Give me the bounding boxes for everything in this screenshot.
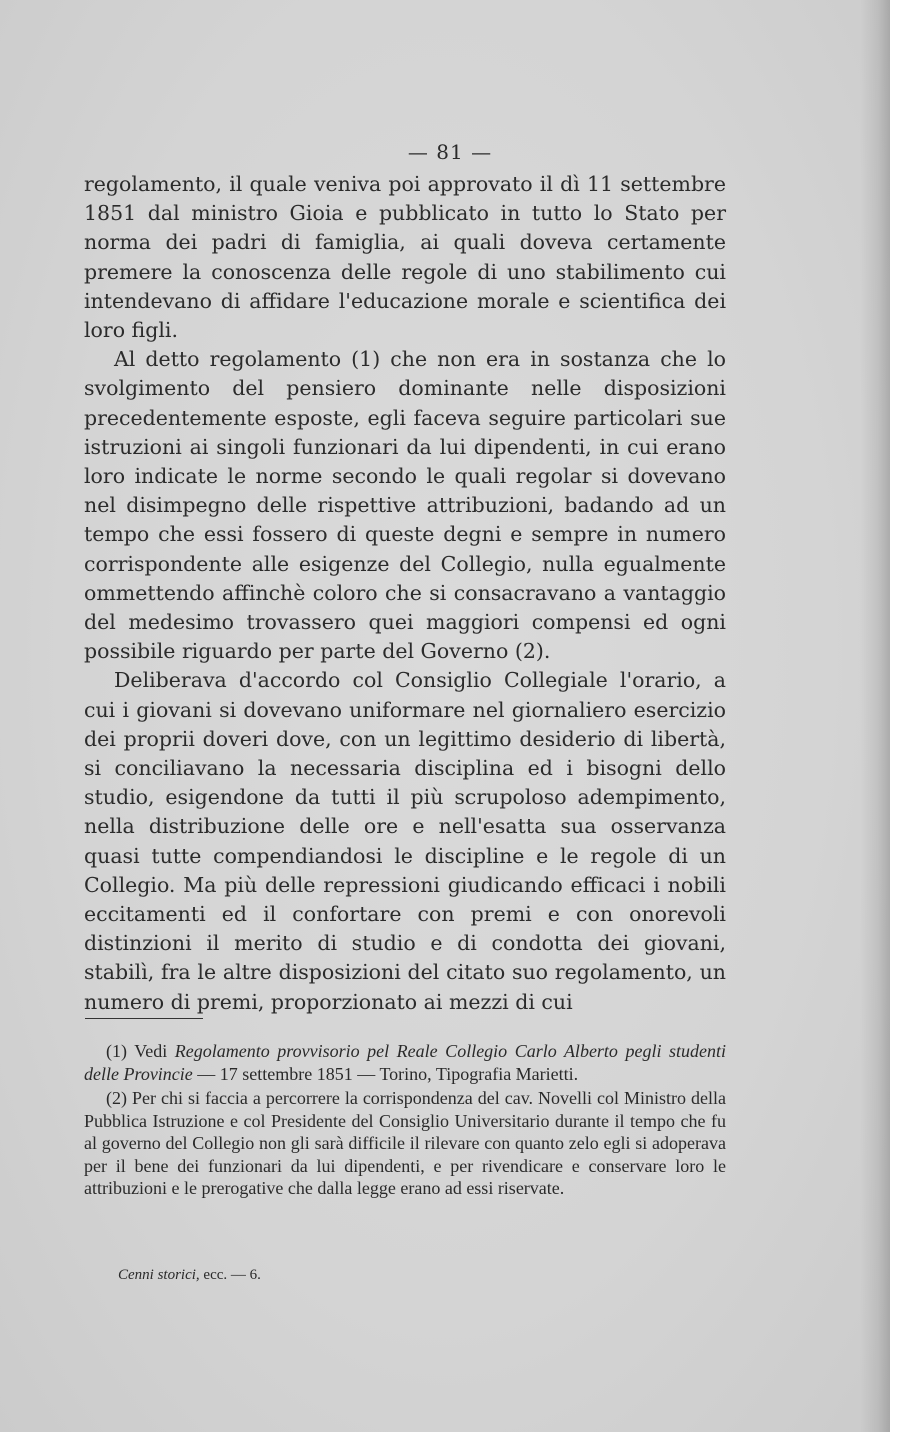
- signature-rest: ecc. — 6.: [203, 1267, 261, 1283]
- page-number: — 81 —: [407, 140, 493, 164]
- footnote-1-title: Regolamento provvisorio pel Reale Collegio Carlo Alberto pegli studenti delle Provincie: [84, 1041, 726, 1084]
- footnote-2-marker: (2): [106, 1088, 127, 1108]
- paragraph-3: Deliberava d'accordo col Consiglio Collegiale l'orario, a cui i giovani si dovevano uniformare nel giornaliero esercizio dei proprii doveri dove, con un legittimo desiderio di libertà, si conciliavano la necessaria disciplina ed i bisogni dello studio, esigendone da tutti il più scrupoloso adempimento, nella distribuzione delle ore e nell'esatta sua osservanza quasi tutte compendiandosi le discipline e le regole di un Collegio. Ma più delle repressioni giudicando efficaci i nobili eccitamenti ed il confortare con premi e con onorevoli distinzioni il merito di studio e di condotta dei giovani, stabilì, fra le altre disposizioni del citato suo regolamento, un numero di premi, proporzionato ai mezzi di cui: [84, 668, 726, 1014]
- footnote-1: [84, 1040, 726, 1085]
- footnote-divider: [85, 1018, 203, 1019]
- footnote-2-text: Per chi si faccia a percorrere la corrispondenza del cav. Novelli col Ministro della Pubblica Istruzione e col Presidente del Consiglio Universitario durante il tempo che fu al governo del Collegio non gli sarà difficile il rilevare con quanto zelo egli si adoperava per il bene dei funzionari da lui dipendenti, e per rivendicare e conservare loro le attribuzioni e le prerogative che dalla legge erano ad essi riservate.: [84, 1088, 727, 1198]
- footnote-2: [84, 1087, 726, 1200]
- footnote-1-rest: — 17 settembre 1851 — Torino, Tipografia Marietti.: [197, 1063, 579, 1084]
- paragraph-2: Al detto regolamento (1) che non era in sostanza che lo svolgimento del pensiero dominante nelle disposizioni precedentemente esposte, egli faceva seguire particolari sue istruzioni ai singoli funzionari da lui dipendenti, in cui erano loro indicate le norme secondo le quali regolar si dovevano nel disimpegno delle rispettive attribuzioni, badando ad un tempo che essi fossero di queste degni e sempre in numero corrispondente alle esigenze del Collegio, nulla egualmente ommettendo affinchè coloro che si consacravano a vantaggio del medesimo trovassero quei maggiori compensi ed ogni possibile riguardo per parte del Governo (2).: [84, 347, 726, 664]
- footnote-1-lead: Vedi: [134, 1041, 168, 1061]
- page-edge-shadow: [860, 0, 890, 1432]
- signature-mark: [118, 1267, 261, 1284]
- footnotes: [84, 1040, 726, 1202]
- footnote-1-marker: (1): [106, 1041, 127, 1061]
- body-text: [84, 170, 726, 1017]
- signature-title: Cenni storici,: [118, 1267, 200, 1283]
- paragraph-1: regolamento, il quale veniva poi approvato il dì 11 settembre 1851 dal ministro Gioia e pubblicato in tutto lo Stato per norma dei padri di famiglia, ai quali doveva certamente premere la conoscenza delle regole di uno stabilimento cui intendevano di affidare l'educazione morale e scientifica dei loro figli.: [84, 172, 726, 343]
